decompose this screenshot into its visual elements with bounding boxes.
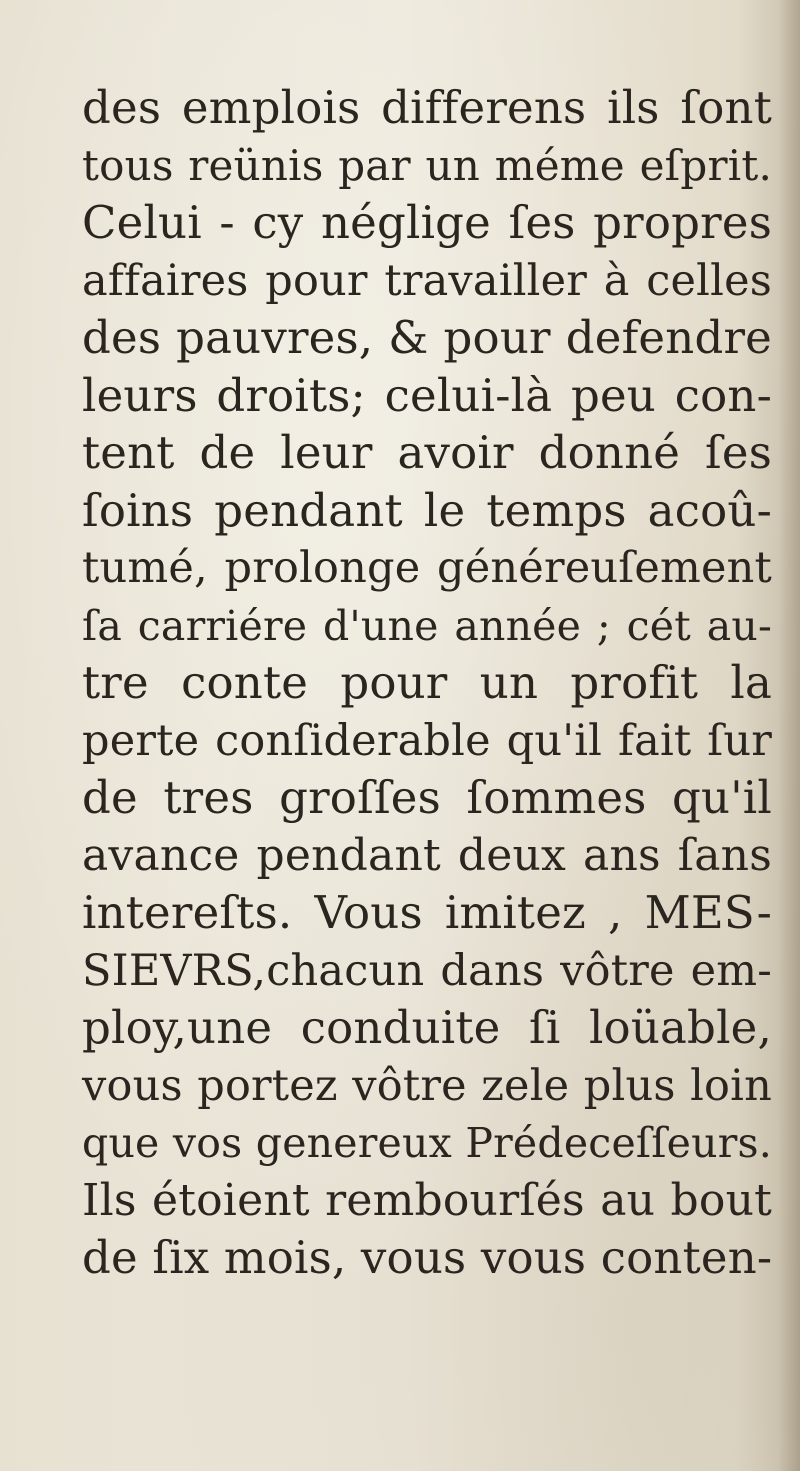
text-line: tous reünis par un méme eſprit. <box>82 140 772 190</box>
page-edge-shadow <box>778 0 800 1471</box>
text-line: ſa carriére d'une année ; cét au- <box>82 601 772 650</box>
text-line: tumé, prolonge généreuſement <box>82 543 772 593</box>
text-line: Celui - cy néglige ſes propres <box>82 196 772 249</box>
text-line: tent de leur avoir donné ſes <box>82 426 772 479</box>
text-line: de tres groſſes ſommes qu'il <box>82 771 772 824</box>
text-line: des pauvres, & pour defendre <box>82 311 772 364</box>
text-line: des emplois differens ils ſont <box>82 81 772 134</box>
text-line: perte conſiderable qu'il fait ſur <box>82 715 772 766</box>
text-line: ſoins pendant le temps acoû- <box>82 483 772 537</box>
text-line: SIEVRS,chacun dans vôtre em- <box>82 945 772 996</box>
text-line: que vos genereux Prédeceſſeurs. <box>82 1119 772 1167</box>
text-line: vous portez vôtre zele plus loin <box>82 1060 772 1111</box>
text-line: intereſts. Vous imitez , MES- <box>82 886 772 939</box>
text-line: tre conte pour un profit la <box>82 656 772 709</box>
text-line: de ſix mois, vous vous conten- <box>82 1231 773 1284</box>
text-line: ploy,une conduite ſi loüable, <box>82 1001 772 1054</box>
page-text <box>82 80 772 1288</box>
text-line: avance pendant deux ans ſans <box>82 829 772 881</box>
text-line: affaires pour travailler à celles <box>82 255 772 306</box>
text-line: leurs droits; celui-là peu con- <box>82 368 772 422</box>
text-line: Ils étoient rembourſés au bout <box>82 1174 772 1226</box>
